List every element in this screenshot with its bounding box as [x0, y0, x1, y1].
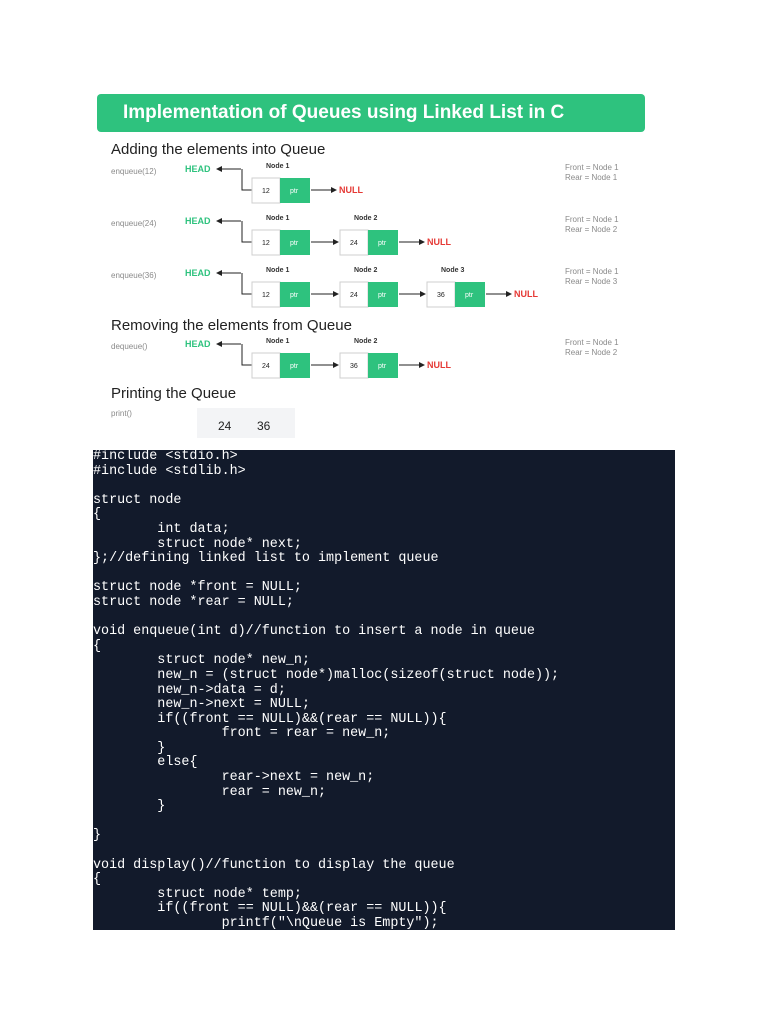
queue-rows: [111, 163, 619, 378]
print-value: 24: [218, 419, 232, 433]
null-label: NULL: [514, 289, 538, 299]
code-line: }: [93, 740, 166, 756]
section-title-printing: Printing the Queue: [111, 385, 237, 402]
code-line: front = rear = new_n;: [93, 726, 391, 742]
node-value: 36: [437, 292, 445, 299]
head-connector: [242, 221, 252, 242]
code-line: else{: [93, 755, 198, 771]
code-line: struct node *rear = NULL;: [93, 594, 294, 610]
code-line: struct node* temp;: [93, 886, 302, 902]
node-ptr-label: ptr: [290, 292, 299, 299]
rear-state: Rear = Node 2: [565, 348, 618, 357]
head-connector: [242, 344, 252, 365]
node-label: Node 1: [266, 163, 290, 170]
code-line: [93, 611, 675, 626]
code-line: printf("\nQueue is Empty");: [93, 916, 439, 930]
node-label: Node 2: [354, 338, 378, 345]
code-line: {: [93, 872, 102, 888]
node-ptr-label: ptr: [378, 240, 387, 247]
code-line: [93, 567, 675, 582]
code-line: struct node* new_n;: [93, 653, 310, 669]
head-label: HEAD: [185, 268, 211, 278]
null-label: NULL: [427, 237, 451, 247]
node-ptr-label: ptr: [465, 292, 474, 299]
operation-label: dequeue(): [111, 342, 148, 351]
node-label: Node 2: [354, 267, 378, 274]
print-op-label: print(): [111, 409, 132, 418]
code-line: #include <stdio.h>: [93, 450, 238, 464]
front-state: Front = Node 1: [565, 338, 619, 347]
section-title-adding: Adding the elements into Queue: [111, 141, 326, 158]
code-line: new_n = (struct node*)malloc(sizeof(struct node));: [93, 667, 560, 683]
node-ptr-label: ptr: [290, 363, 299, 370]
operation-label: enqueue(12): [111, 167, 157, 176]
code-line: void enqueue(int d)//function to insert a node in queue: [93, 624, 535, 640]
node-label: Node 1: [266, 215, 290, 222]
node-label: Node 2: [354, 215, 378, 222]
node-value: 36: [350, 363, 358, 370]
rear-state: Rear = Node 1: [565, 173, 618, 182]
code-line: {: [93, 638, 102, 654]
code-line: rear = new_n;: [93, 784, 327, 800]
node-label: Node 3: [441, 267, 465, 274]
node-ptr-label: ptr: [290, 188, 299, 195]
code-line: {: [93, 507, 102, 523]
null-label: NULL: [339, 185, 363, 195]
node-value: 12: [262, 240, 270, 247]
node-ptr-label: ptr: [290, 240, 299, 247]
section-title-removing: Removing the elements from Queue: [111, 317, 352, 334]
node-value: 24: [350, 240, 358, 247]
code-line: }: [93, 799, 166, 815]
node-value: 24: [262, 363, 270, 370]
node-ptr-label: ptr: [378, 292, 387, 299]
code-line: if((front == NULL)&&(rear == NULL)){: [93, 711, 447, 727]
queue-diagram-figure: [96, 88, 656, 438]
code-line: struct node* next;: [93, 536, 302, 552]
front-state: Front = Node 1: [565, 215, 619, 224]
code-line: new_n->data = d;: [93, 682, 286, 698]
null-label: NULL: [427, 360, 451, 370]
code-line: #include <stdlib.h>: [93, 463, 246, 479]
queue-diagram: [96, 88, 656, 438]
code-line: rear->next = new_n;: [93, 770, 375, 786]
code-line: struct node *front = NULL;: [93, 580, 302, 596]
code-line: struct node: [93, 492, 182, 508]
print-row: [111, 408, 295, 438]
figure-title-banner: Implementation of Queues using Linked List in C: [97, 94, 645, 132]
front-state: Front = Node 1: [565, 267, 619, 276]
code-line: new_n->next = NULL;: [93, 697, 310, 713]
node-value: 12: [262, 188, 270, 195]
code-line: [93, 844, 675, 859]
code-line: [93, 815, 675, 830]
front-state: Front = Node 1: [565, 163, 619, 172]
head-label: HEAD: [185, 339, 211, 349]
head-label: HEAD: [185, 216, 211, 226]
code-line: };//defining linked list to implement queue: [93, 551, 439, 567]
code-line: if((front == NULL)&&(rear == NULL)){: [93, 901, 447, 917]
code-listing: [93, 450, 675, 930]
node-ptr-label: ptr: [378, 363, 387, 370]
code-line: }: [93, 828, 102, 844]
code-line: void display()//function to display the queue: [93, 857, 455, 873]
node-label: Node 1: [266, 338, 290, 345]
code-line: int data;: [93, 521, 230, 537]
head-connector: [242, 169, 252, 190]
rear-state: Rear = Node 2: [565, 225, 618, 234]
rear-state: Rear = Node 3: [565, 277, 618, 286]
node-label: Node 1: [266, 267, 290, 274]
operation-label: enqueue(36): [111, 271, 157, 280]
code-block: [93, 450, 675, 930]
print-value: 36: [257, 419, 271, 433]
node-value: 12: [262, 292, 270, 299]
print-output-box: [197, 408, 295, 438]
node-value: 24: [350, 292, 358, 299]
head-label: HEAD: [185, 164, 211, 174]
code-line: [93, 479, 675, 494]
operation-label: enqueue(24): [111, 219, 157, 228]
head-connector: [242, 273, 252, 294]
